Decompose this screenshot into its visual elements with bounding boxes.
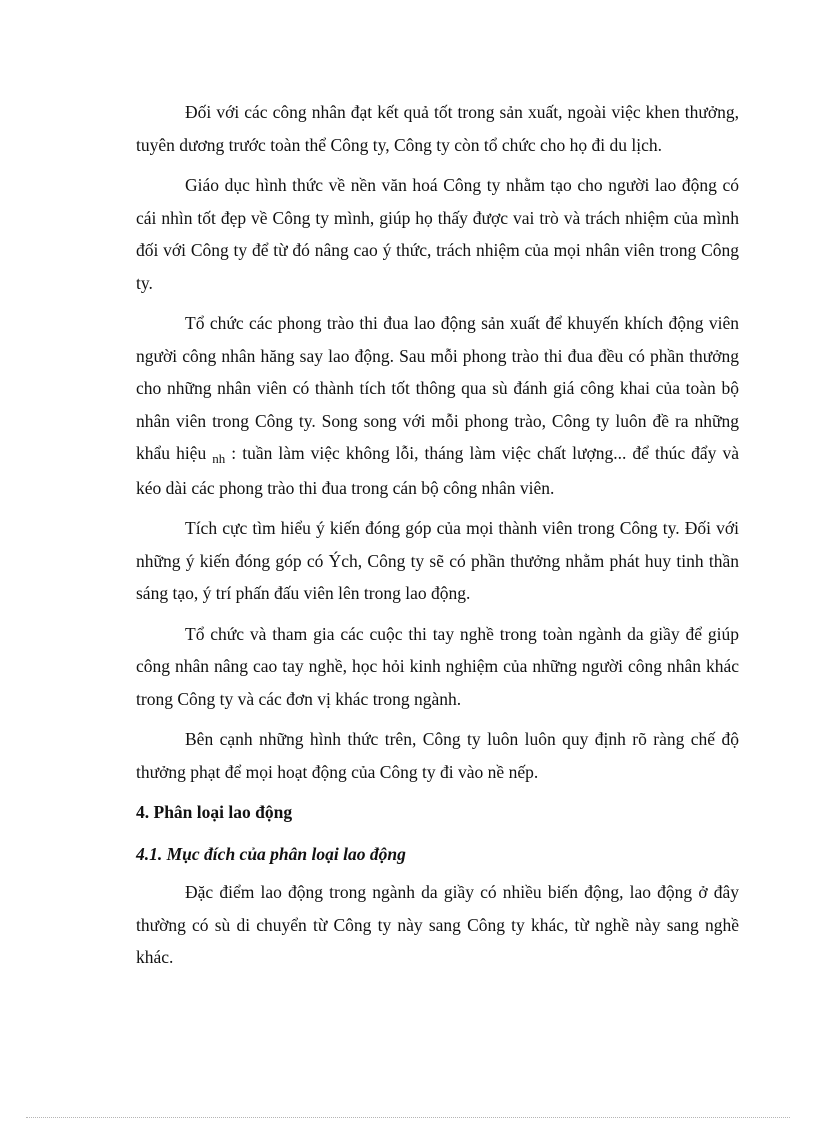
paragraph-skill-contests: Tổ chức và tham gia các cuộc thi tay nghề trong toàn ngành da giầy để giúp công nhân nâng cao tay nghề, học hỏi kinh nghiệm của những người công nhân khác trong Công ty và các đơn vị khác trong ngành.	[136, 623, 739, 709]
section-heading: 4. Phân loại lao động	[136, 802, 293, 822]
paragraph-emulation-movements	[136, 307, 739, 504]
paragraph-reward-punishment: Bên cạnh những hình thức trên, Công ty luôn luôn quy định rõ ràng chế độ thưởng phạt để mọi hoạt động của Công ty đi vào nề nếp.	[136, 729, 739, 782]
paragraph-text-part-2: : tuần làm việc không lỗi, tháng làm việc chất lượng... để thúc đẩy và kéo dài các phong trào thi đua trong cán bộ công nhân viên.	[136, 443, 739, 498]
document-page	[136, 96, 739, 982]
subscript-nh: nh	[212, 451, 226, 466]
page-bottom-divider	[26, 1117, 790, 1118]
paragraph-feedback: Tích cực tìm hiểu ý kiến đóng góp của mọi thành viên trong Công ty. Đối với những ý kiến đóng góp có Ých, Công ty sẽ có phần thưởng nhằm phát huy tinh thần sáng tạo, ý trí phấn đấu viên lên trong lao động.	[136, 518, 739, 603]
paragraph-reward-travel: Đối với các công nhân đạt kết quả tốt trong sản xuất, ngoài việc khen thưởng, tuyên dương trước toàn thể Công ty, Công ty còn tổ chức cho họ đi du lịch.	[136, 102, 739, 155]
paragraph-culture-education: Giáo dục hình thức về nền văn hoá Công ty nhằm tạo cho người lao động có cái nhìn tốt đẹp về Công ty mình, giúp họ thấy được vai trò và trách nhiệm của mình đối với Công ty để từ đó nâng cao ý thức, trách nhiệm của mọi nhân viên trong Công ty.	[136, 175, 739, 293]
paragraph-text-part-1: Tổ chức các phong trào thi đua lao động sản xuất để khuyến khích động viên người công nhân hăng say lao động. Sau mỗi phong trào thi đua đều có phần thưởng cho những nhân viên có thành tích tốt thông qua sù đánh giá công khai của toàn bộ nhân viên trong Công ty. Song song với mỗi phong trào, Công ty luôn đề ra những khẩu hiệu	[136, 313, 739, 463]
subsection-heading: 4.1. Mục đích của phân loại lao động	[136, 844, 406, 864]
paragraph-labor-characteristics: Đặc điểm lao động trong ngành da giầy có nhiều biến động, lao động ở đây thường có sù di chuyển từ Công ty này sang Công ty khác, từ nghề này sang nghề khác.	[136, 882, 739, 967]
